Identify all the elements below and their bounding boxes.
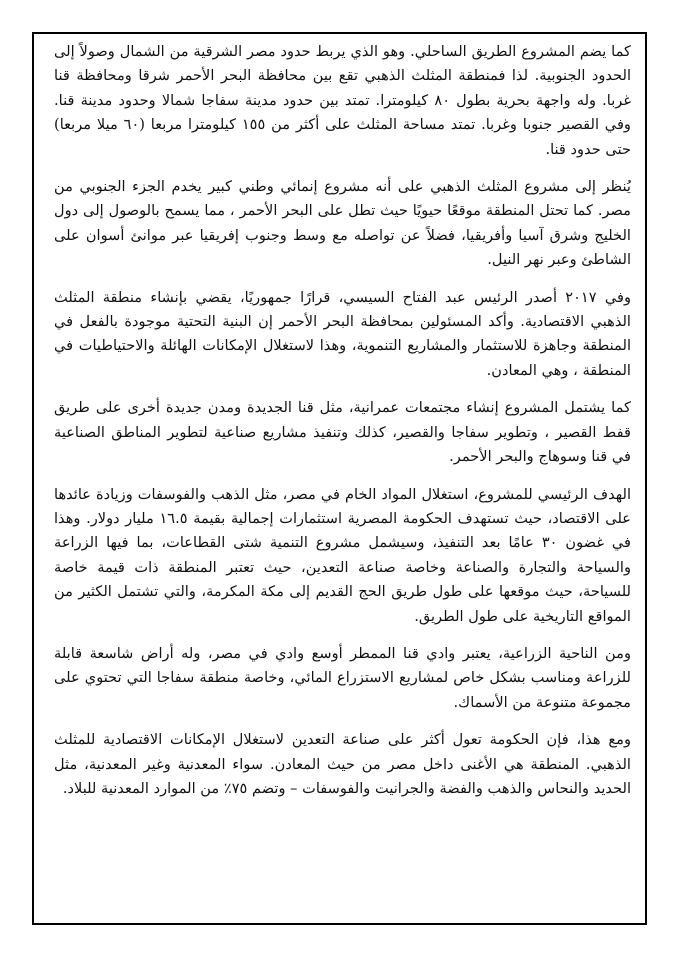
- paragraph-national-project: يُنظر إلى مشروع المثلث الذهبي على أنه مشروع إنمائي وطني كبير يخدم الجزء الجنوبي من مصر. كما تحتل المنطقة موقعًا حيويًا حيث تطل على البحر الأحمر ، مما يسمح بالوصول إلى دول الخليج وشرق آسيا وأفريقيا، فضلاً عن تواصله مع وسط وجنوب إفريقيا عبر موانئ أسوان على الشاطئ وعبر نهر النيل.: [54, 178, 631, 269]
- paragraph-agriculture: ومن الناحية الزراعية، يعتبر وادي قنا الممطر أوسع وادي في مصر، وله أراض شاسعة قابلة للزراعة ومناسب بشكل خاص لمشاريع الاستزراع المائي، وخاصة منطقة سفاجا التي تحتوي على مجموعة متنوعة من الأسماك.: [54, 644, 631, 711]
- paragraph-presidential-decree: وفي ٢٠١٧ أصدر الرئيس عبد الفتاح السيسي، قرارًا جمهوريًا، يقضي بإنشاء منطقة المثلث الذهبي الاقتصادية. وأكد المسئولين بمحافظة البحر الأحمر إن البنية التحتية موجودة بالفعل في المنطقة وجاهزة للاستثمار والمشاريع التنموية، وهذا لاستغلال الإمكانات الهائلة والاحتياطيات في المنطقة ، وهي المعادن.: [54, 288, 632, 379]
- paragraph-urban-communities: كما يشتمل المشروع إنشاء مجتمعات عمرانية، مثل قنا الجديدة ومدن جديدة أخرى على طريق قفط القصير ، وتطوير سفاجا والقصير، كذلك وتنفيذ مشاريع صناعية لتطوير المناطق الصناعية في قنا وسوهاج والبحر الأحمر.: [54, 399, 631, 466]
- paragraph-mining: ومع هذا، فإن الحكومة تعول أكثر على صناعة التعدين لاستغلال الإمكانات الاقتصادية للمثلث الذهبي. المنطقة هي الأغنى داخل مصر من حيث المعادن. سواء المعدنية وغير المعدنية، مثل الحديد والنحاس والذهب والفضة والجرانيت والفوسفات – وتضم ٧٥٪ من الموارد المعدنية للبلاد.: [54, 731, 631, 797]
- document-frame: [32, 32, 647, 925]
- paragraph-coastal-road: كما يضم المشروع الطريق الساحلي. وهو الذي يربط حدود مصر الشرقية من الشمال وصولاً إلى الحدود الجنوبية. لذا فمنطقة المثلث الذهبي تقع بين محافظة البحر الأحمر شرقا ومحافظة قنا غربا. وله واجهة بحرية بطول ٨٠ كيلومترا. تمتد بين حدود مدينة سفاجا شمالا وحدود مدينة قنا. وفي القصير جنوبا وغربا. تمتد مساحة المثلث على أكثر من ١٥٥ كيلومترا مربعا (٦٠ ميلا مربعا) حتى حدود قنا.: [54, 43, 631, 158]
- paragraph-main-goal: الهدف الرئيسي للمشروع، استغلال المواد الخام في مصر، مثل الذهب والفوسفات وزيادة عائدها على الاقتصاد، حيث تستهدف الحكومة المصرية استثمارات إجمالية بقيمة ١٦.٥ مليار دولار. وهذا في غضون ٣٠ عامًا بعد التنفيذ، وسيشمل مشروع التنمية شتى القطاعات، بما فيها الزراعة والسياحة والتجارة والصناعة وخاصة صناعة التعدين، حيث تعتبر المنطقة ذات قيمة خاصة للسياحة، حيث موقعها على طول طريق الحج القديم إلى مكة المكرمة، والتي تشتمل الكثير من المواقع التاريخية على طول الطريق.: [54, 485, 631, 625]
